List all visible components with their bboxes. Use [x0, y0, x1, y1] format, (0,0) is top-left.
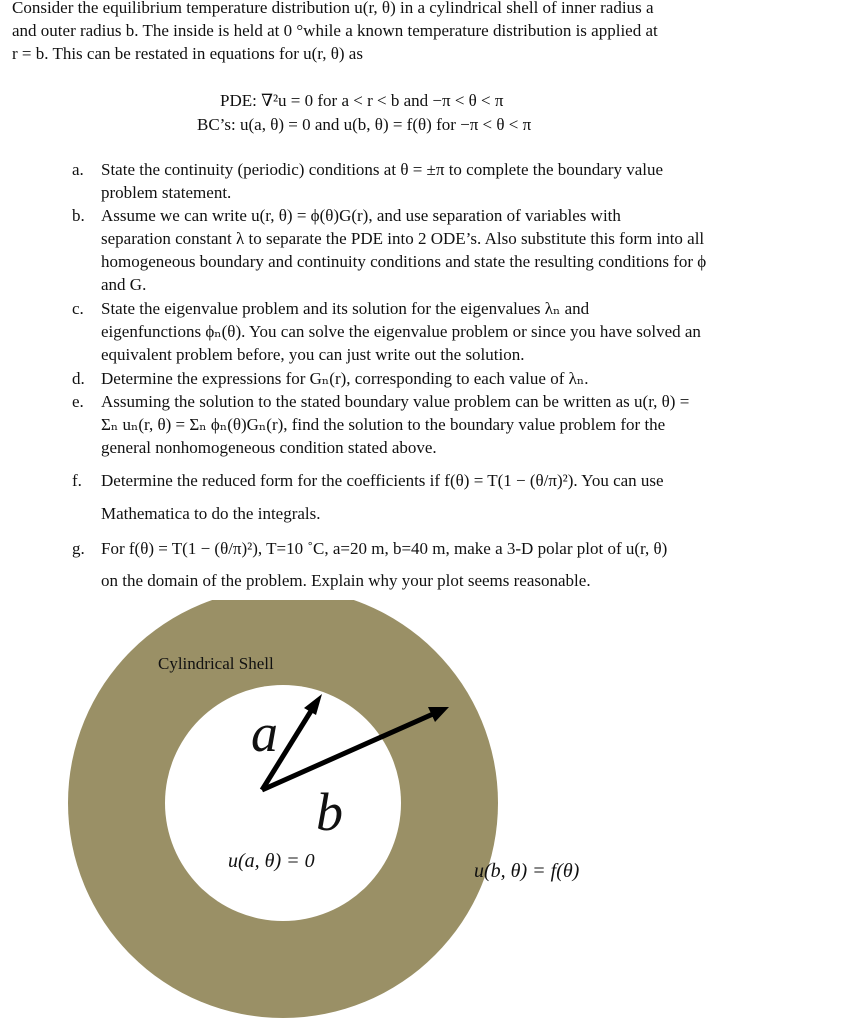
question-text-line: Assume we can write u(r, θ) = ϕ(θ)G(r), and use separation of variables with: [101, 206, 621, 225]
question-label: b.: [72, 206, 85, 225]
inner-hole: [165, 685, 401, 921]
question-text-line: equivalent problem before, you can just write out the solution.: [101, 345, 525, 364]
shell-diagram: [0, 600, 859, 1024]
question-text-line: on the domain of the problem. Explain why your plot seems reasonable.: [101, 571, 591, 590]
inner-radius-label: a: [251, 703, 278, 763]
outer-boundary-condition: u(b, θ) = f(θ): [474, 860, 580, 882]
outer-radius-label: b: [316, 782, 343, 842]
question-text-line: Σₙ uₙ(r, θ) = Σₙ ϕₙ(θ)Gₙ(r), find the solution to the boundary value problem for the: [101, 415, 666, 434]
question-text-line: general nonhomogeneous condition stated above.: [101, 438, 437, 457]
question-text-line: State the continuity (periodic) conditions at θ = ±π to complete the boundary value: [101, 160, 664, 179]
intro-line-3: r = b. This can be restated in equations for u(r, θ) as: [12, 44, 363, 63]
question-text-line: State the eigenvalue problem and its solution for the eigenvalues λₙ and: [101, 299, 590, 318]
question-label: g.: [72, 539, 85, 558]
question-label: c.: [72, 299, 84, 318]
intro-line-2: and outer radius b. The inside is held at 0 °while a known temperature distribution is applied at: [12, 21, 658, 40]
question-text-line: problem statement.: [101, 183, 232, 202]
question-label: e.: [72, 392, 84, 411]
bc-equation: BC’s: u(a, θ) = 0 and u(b, θ) = f(θ) for −π < θ < π: [197, 115, 532, 134]
question-text-line: and G.: [101, 275, 147, 294]
cylindrical-shell-figure: [0, 600, 859, 1024]
question-text-line: Assuming the solution to the stated boundary value problem can be written as u(r, θ) =: [101, 392, 690, 411]
question-text-line: separation constant λ to separate the PDE into 2 ODE’s. Also substitute this form into all: [101, 229, 705, 248]
question-label: f.: [72, 471, 82, 490]
question-text-line: For f(θ) = T(1 − (θ/π)²), T=10 ˚C, a=20 m, b=40 m, make a 3-D polar plot of u(r, θ): [101, 539, 668, 558]
question-text-line: Mathematica to do the integrals.: [101, 504, 321, 523]
question-text-line: Determine the expressions for Gₙ(r), corresponding to each value of λₙ.: [101, 369, 589, 388]
question-text-line: Determine the reduced form for the coefficients if f(θ) = T(1 − (θ/π)²). You can use: [101, 471, 664, 490]
inner-boundary-condition: u(a, θ) = 0: [228, 850, 315, 872]
question-label: d.: [72, 369, 85, 388]
intro-line-1: Consider the equilibrium temperature distribution u(r, θ) in a cylindrical shell of inner radius a: [12, 0, 654, 17]
question-text-line: homogeneous boundary and continuity conditions and state the resulting conditions for ϕ: [101, 252, 707, 271]
question-text-line: eigenfunctions ϕₙ(θ). You can solve the eigenvalue problem or since you have solved an: [101, 322, 701, 341]
figure-title: Cylindrical Shell: [158, 654, 274, 673]
question-label: a.: [72, 160, 84, 179]
pde-equation: PDE: ∇²u = 0 for a < r < b and −π < θ < π: [220, 91, 504, 110]
